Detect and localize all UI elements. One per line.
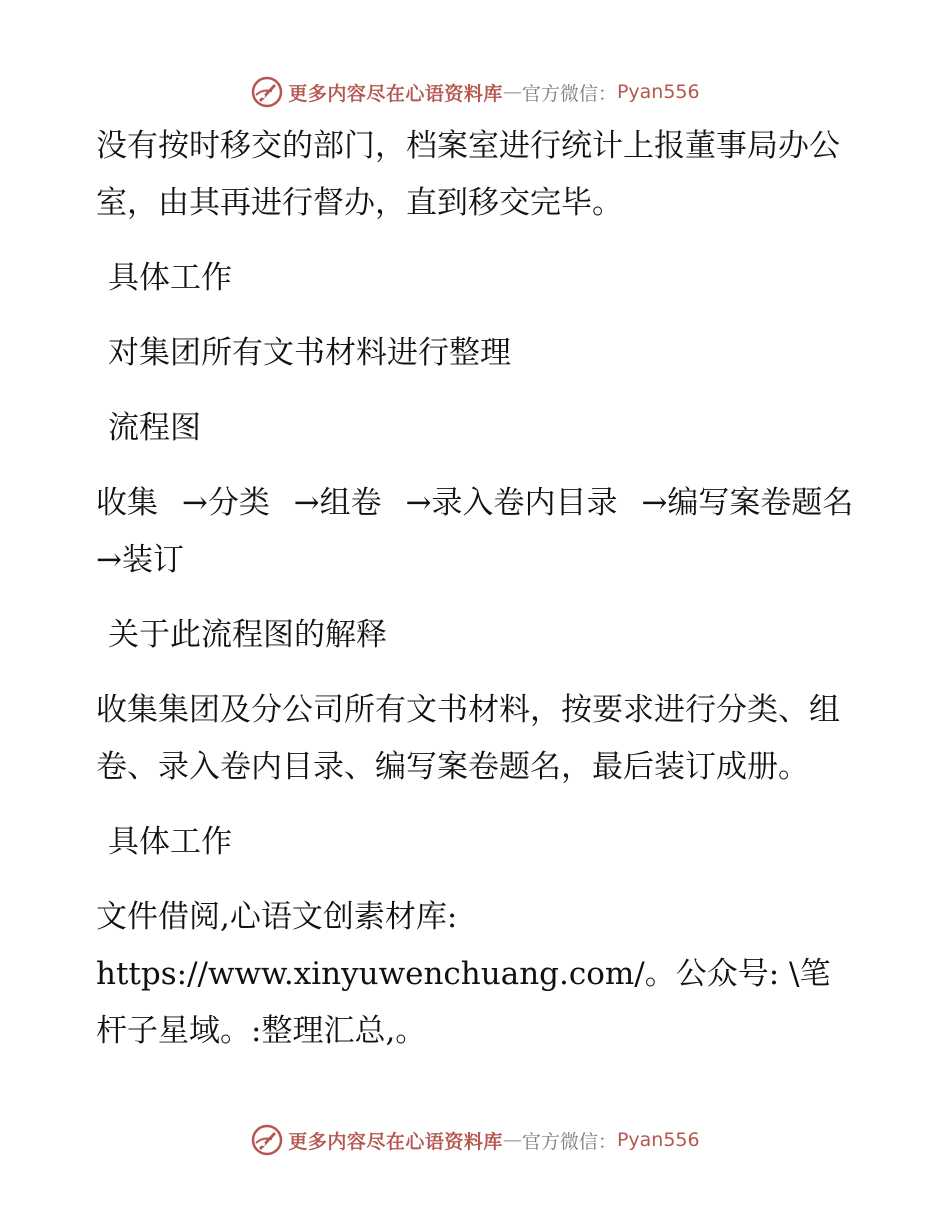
flowchart-text: 收集 →分类 →组卷 →录入卷内目录 →编写案卷题名→装订 bbox=[96, 485, 854, 578]
section-heading: 关于此流程图的解释 bbox=[108, 617, 387, 653]
header-watermark bbox=[0, 72, 950, 112]
watermark-wechat-id: Pyan556 bbox=[616, 1129, 700, 1151]
document-body bbox=[96, 118, 856, 1060]
watermark-text: 更多内容尽在心语资料库 bbox=[288, 1130, 503, 1153]
paragraph: 文件借阅,心语文创素材库: https://www.xinyuwenchuang.com/。公众号: \笔杆子星域。:整理汇总,。 bbox=[96, 899, 831, 1049]
paragraph: 对集团所有文书材料进行整理 bbox=[108, 335, 511, 371]
watermark-dash: — bbox=[502, 81, 522, 103]
section-heading: 具体工作 bbox=[108, 824, 232, 860]
paragraph: 没有按时移交的部门，档案室进行统计上报董事局办公室，由其再进行督办，直到移交完毕。 bbox=[96, 128, 840, 221]
section-heading: 具体工作 bbox=[108, 260, 232, 296]
quill-logo-icon bbox=[250, 1123, 284, 1157]
watermark-dash: — bbox=[502, 1129, 522, 1151]
section-heading: 流程图 bbox=[108, 410, 201, 446]
paragraph: 收集集团及分公司所有文书材料，按要求进行分类、组卷、录入卷内目录、编写案卷题名，最后装订成册。 bbox=[96, 692, 840, 785]
footer-watermark bbox=[0, 1120, 950, 1160]
watermark-wechat-id: Pyan556 bbox=[616, 81, 700, 103]
watermark-wechat-label: 官方微信： bbox=[521, 82, 617, 105]
watermark-wechat-label: 官方微信： bbox=[521, 1130, 617, 1153]
watermark-text: 更多内容尽在心语资料库 bbox=[288, 82, 503, 105]
quill-logo-icon bbox=[250, 75, 284, 109]
